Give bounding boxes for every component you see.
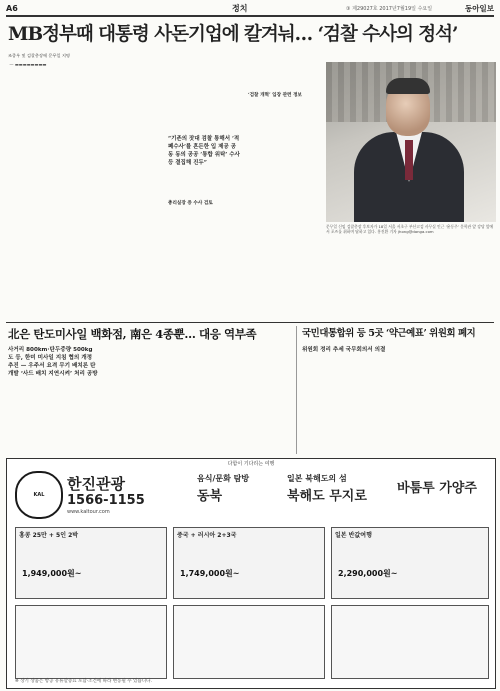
- ad-package-2-title: 중국 + 러시아 2+3국: [177, 532, 237, 539]
- ad-package-3-price: 2,290,000원~: [338, 569, 398, 578]
- ad-phone: 1566-1155: [67, 493, 145, 508]
- main-body-column-2: [88, 62, 160, 320]
- ad-listing-1: [15, 605, 167, 679]
- main-body-column-3: [168, 62, 240, 320]
- story-3-headline: 국민대통합위 등 5곳 ‘약근예표’ 위원회 폐지: [302, 328, 476, 339]
- ad-package-3-title: 일본 반값여행: [335, 532, 372, 539]
- section-divider: [6, 322, 494, 323]
- masthead: [6, 3, 494, 17]
- story-2-deck: 사거리 800km·탄두중량 500kg 도 등, 한미 미사일 지침 협의 개정 추진 — 우주서 요격 무기 배치론 탄 개발 ‘사드 배치 지연시켜’ 처리 공방: [8, 347, 98, 377]
- main-sidehead-3: 총리실장 증 수사 검토: [168, 201, 213, 206]
- ad-website: www.kaltour.com: [67, 509, 110, 515]
- story-3-body-2: [400, 346, 494, 455]
- ad-destination-1: 동북: [197, 489, 223, 504]
- photo-tie: [405, 140, 413, 180]
- main-byline: 조종우 및 검찰총장에 문무일 지명: [8, 53, 70, 58]
- ad-destination-1-sub: 음식/문화 탐방: [197, 474, 250, 483]
- ad-package-1-price: 1,949,000원~: [22, 569, 82, 578]
- edition-info: ③ 제29027호 2017년7월19일 수요일: [346, 6, 433, 12]
- ad-package-2: [173, 527, 325, 599]
- prosecutor-photo: [326, 62, 496, 222]
- travel-advertisement: [6, 458, 496, 689]
- ad-listing-3: [331, 605, 489, 679]
- story-3-deck: 위원회 정리 추세 국무회의서 의결: [302, 347, 386, 353]
- column-divider: [296, 326, 297, 454]
- main-sidehead-2: ‘검찰 개혁’ 입장 관련 정보: [248, 93, 302, 98]
- ad-brand: 한진관광: [67, 475, 125, 493]
- main-subhead: “기존의 잣대 검찰 통해서 ‘적폐수사’를 흔든한 입 제공 공동 동의 공공 ‘통합 위탁’ 수사 등 결집해 진두”: [168, 136, 240, 166]
- ad-listing-2: [173, 605, 325, 679]
- main-body-column-1: — ▬▬▬▬▬▬▬▬: [8, 62, 47, 67]
- page-number: A6: [6, 4, 18, 13]
- section-name: 정치: [232, 4, 248, 13]
- ad-tagline: 다함이 기다리는 여행: [227, 461, 275, 467]
- ad-package-2-price: 1,749,000원~: [180, 569, 240, 578]
- story-2-body-3: [200, 346, 290, 455]
- ad-destination-2-sub: 일본 북해도의 섬: [287, 474, 347, 483]
- main-headline: MB정부때 대통령 사돈기업에 칼겨눠… ‘검찰 수사의 정석’: [8, 24, 458, 45]
- photo-caption: 문무일 신임 검찰총장 후보자가 18일 서울 서초구 부산고검 사무실 인근 ‘윤동주’ 문학관 앞 강당 앞에서 포즈를 취하며 답하고 있다. 홍진환 기자 jhong@donga.com: [326, 224, 494, 234]
- photo-hair: [386, 78, 430, 94]
- story-2-headline: 北은 탄도미사일 백화점, 南은 4종뿐… 대응 역부족: [8, 327, 257, 341]
- main-body-column-4: [248, 62, 320, 320]
- story-2-body-1: [8, 380, 98, 455]
- brand-logo-icon: KAL: [15, 471, 63, 519]
- ad-footnote: ※ 상기 상품은 항공 유류할증료 포함·조건에 따라 변동될 수 있습니다.: [15, 679, 152, 684]
- ad-package-3: [331, 527, 489, 599]
- paper-name: 동아일보: [465, 4, 494, 13]
- ad-destination-3: 바툼투 가양주: [397, 481, 477, 496]
- story-2-body-2: [104, 346, 194, 455]
- story-3-body-1: [302, 358, 394, 455]
- ad-package-1: [15, 527, 167, 599]
- ad-package-1-title: 홍콩 25만 + 5인 2박: [19, 532, 79, 539]
- ad-destination-2: 북해도 무지로: [287, 489, 367, 504]
